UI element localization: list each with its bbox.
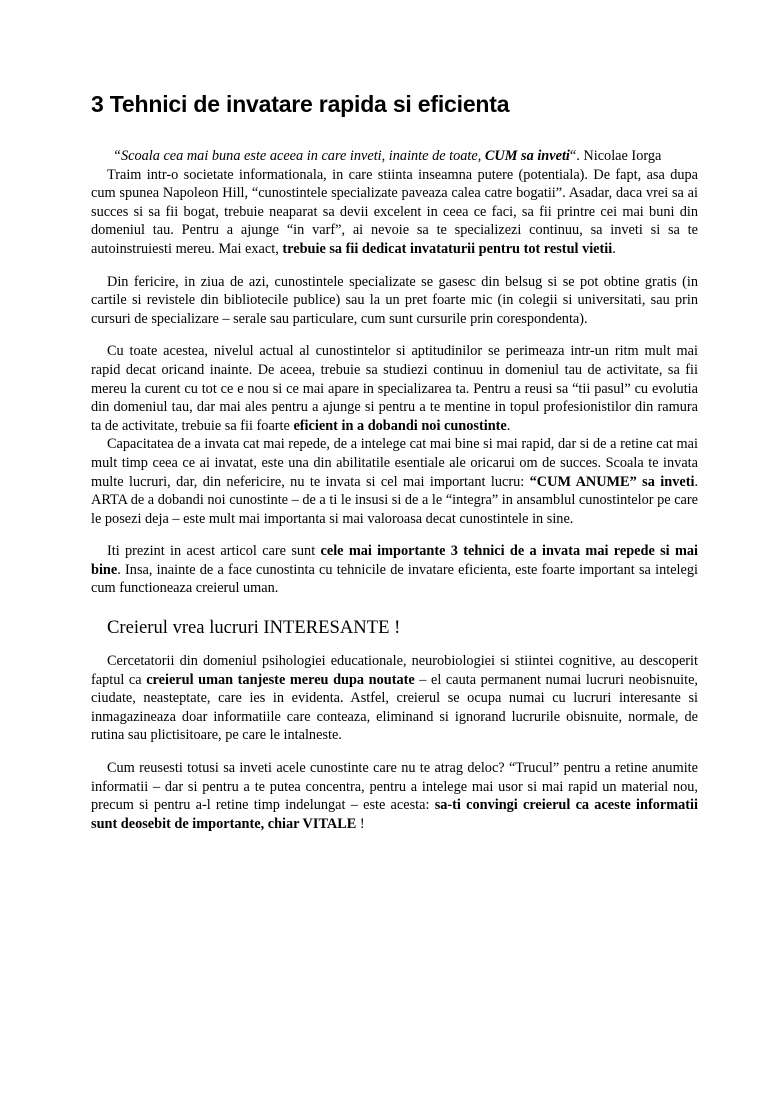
quote-emphasis: CUM sa inveti [484,148,570,164]
paragraph-1-text: Traim intr-o societate informationala, in care stiinta inseamna putere (potentiala). De fapt, asa dupa cum spunea Napoleon Hill, “cunostintele specializate paveaza calea catre bogatii”. Asadar, daca vrei sa ai succes si sa fii bogat, trebuie neaparat sa devii excelent in ceea ce faci, sa fii printre cei mai buni din domeniul tau. Pentru a ajunge “in varf”, ai nevoie sa te specializezi continuu, sa inveti si sa te autoinstruiesti mereu. Mai exact, [91,166,698,257]
paragraph-7-end: ! [356,815,365,832]
paragraph-5-end: . Insa, inainte de a face cunostinta cu tehnicile de invatare eficienta, este foarte important sa intelegi cum functioneaza creierul uman. [91,561,698,597]
paragraph-5-bold: cele mai importante 3 tehnici de a invata mai repede si mai bine [91,543,699,578]
quote-close-mark: “ [569,148,577,164]
paragraph-1 [91,166,698,259]
paragraph-3 [91,342,698,435]
paragraph-4 [91,435,698,528]
paragraph-7-text: Cum reusesti totusi sa inveti acele cunostinte care nu te atrag deloc? “Trucul” pentru a retine anumite informatii – dar si pentru a te putea concentra, pentru a intelege mai usor si mai rapid un material nou, precum si pentru a-l retine timp indelungat – este acesta: [91,760,698,814]
paragraph-4-bold: “CUM ANUME” sa inveti [529,473,695,490]
paragraph-3-bold: eficient in a dobandi noi cunostinte [293,417,507,434]
paragraph-5-text: Iti prezint in acest articol care sunt [107,543,321,560]
paragraph-6-text: Cercetatorii din domeniul psihologiei educationale, neurobiologiei si stiintei cognitive, au descoperit faptul ca [91,653,698,688]
page-title: 3 Tehnici de invatare rapida si eficienta [91,91,510,117]
paragraph-7-bold: sa-ti convingi creierul ca aceste informatii sunt deosebit de importante, chiar VITALE [91,797,698,832]
paragraph-4-end: . ARTA de a dobandi noi cunostinte – de a ti le insusi si de a le “integra” in ansamblul cunostintelor pe care le posezi deja – este mult mai importanta si mai valoroasa decat cunostintele in sine. [91,473,699,527]
paragraph-7 [91,759,698,833]
paragraph-6 [91,652,698,745]
paragraph-3-text: Cu toate acestea, nivelul actual al cunostintelor si aptitudinilor se perimeaza intr-un ritm mult mai rapid decat oricand inainte. De aceea, trebuie sa studiezi continuu in domeniul tau de activitate, sa fii mereu la curent cu tot ce e nou si ce mai apare in specializarea ta. Pentru a reusi sa “tii pasul” cu evolutia din domeniul tau, dar mai ales pentru a ajunge si pentru a te mentine in topul profesionistilor din ramura ta de activitate, trebuie sa fii foarte [91,343,698,434]
quote-author: . Nicolae Iorga [576,148,662,164]
paragraph-2-text: Din fericire, in ziua de azi, cunostintele specializate se gasesc din belsug si se pot obtine gratis (in cartile si revistele din bibliotecile publice) sau la un pret foarte mic (in colegii si universitati, sau prin cursuri de specializare – serale sau particulare, cum sunt cursurile prin corespondenta). [91,273,698,327]
quote-paragraph [91,147,698,166]
paragraph-3-end: . [506,417,511,434]
paragraph-5 [91,542,698,598]
quote-text: Scoala cea mai buna este aceea in care inveti, inainte de toate, [120,148,485,164]
paragraph-6-bold: creierul uman tanjeste mereu dupa noutate [146,671,415,688]
paragraph-1-end: . [612,240,616,257]
paragraph-2 [91,273,698,329]
document-page [0,89,768,1113]
quote-open-mark: “ [113,148,121,164]
paragraph-4-text: Capacitatea de a invata cat mai repede, de a intelege cat mai bine si mai rapid, dar si de a retine cat mai mult timp ceea ce ai invatat, este una din abilitatile esentiale ale oricarui om de succes. Scoala te invata multe lucruri, dar, din nefericire, nu te invata si cel mai important lucru: [91,436,698,490]
paragraph-1-bold: trebuie sa fii dedicat invataturii pentru tot restul vietii [282,240,613,257]
paragraph-6-end: – el cauta permanent numai lucruri neobisnuite, ciudate, neasteptate, care ies in evidenta. Astfel, creierul se ocupa numai cu lucruri interesante si inmagazineaza doar informatiile care conteaza, eliminand si ignorand lucrurile obisnuite, normale, de rutina sau plictisitoare, pe care le intalneste. [91,671,699,744]
section-heading: Creierul vrea lucruri INTERESANTE ! [107,617,401,639]
